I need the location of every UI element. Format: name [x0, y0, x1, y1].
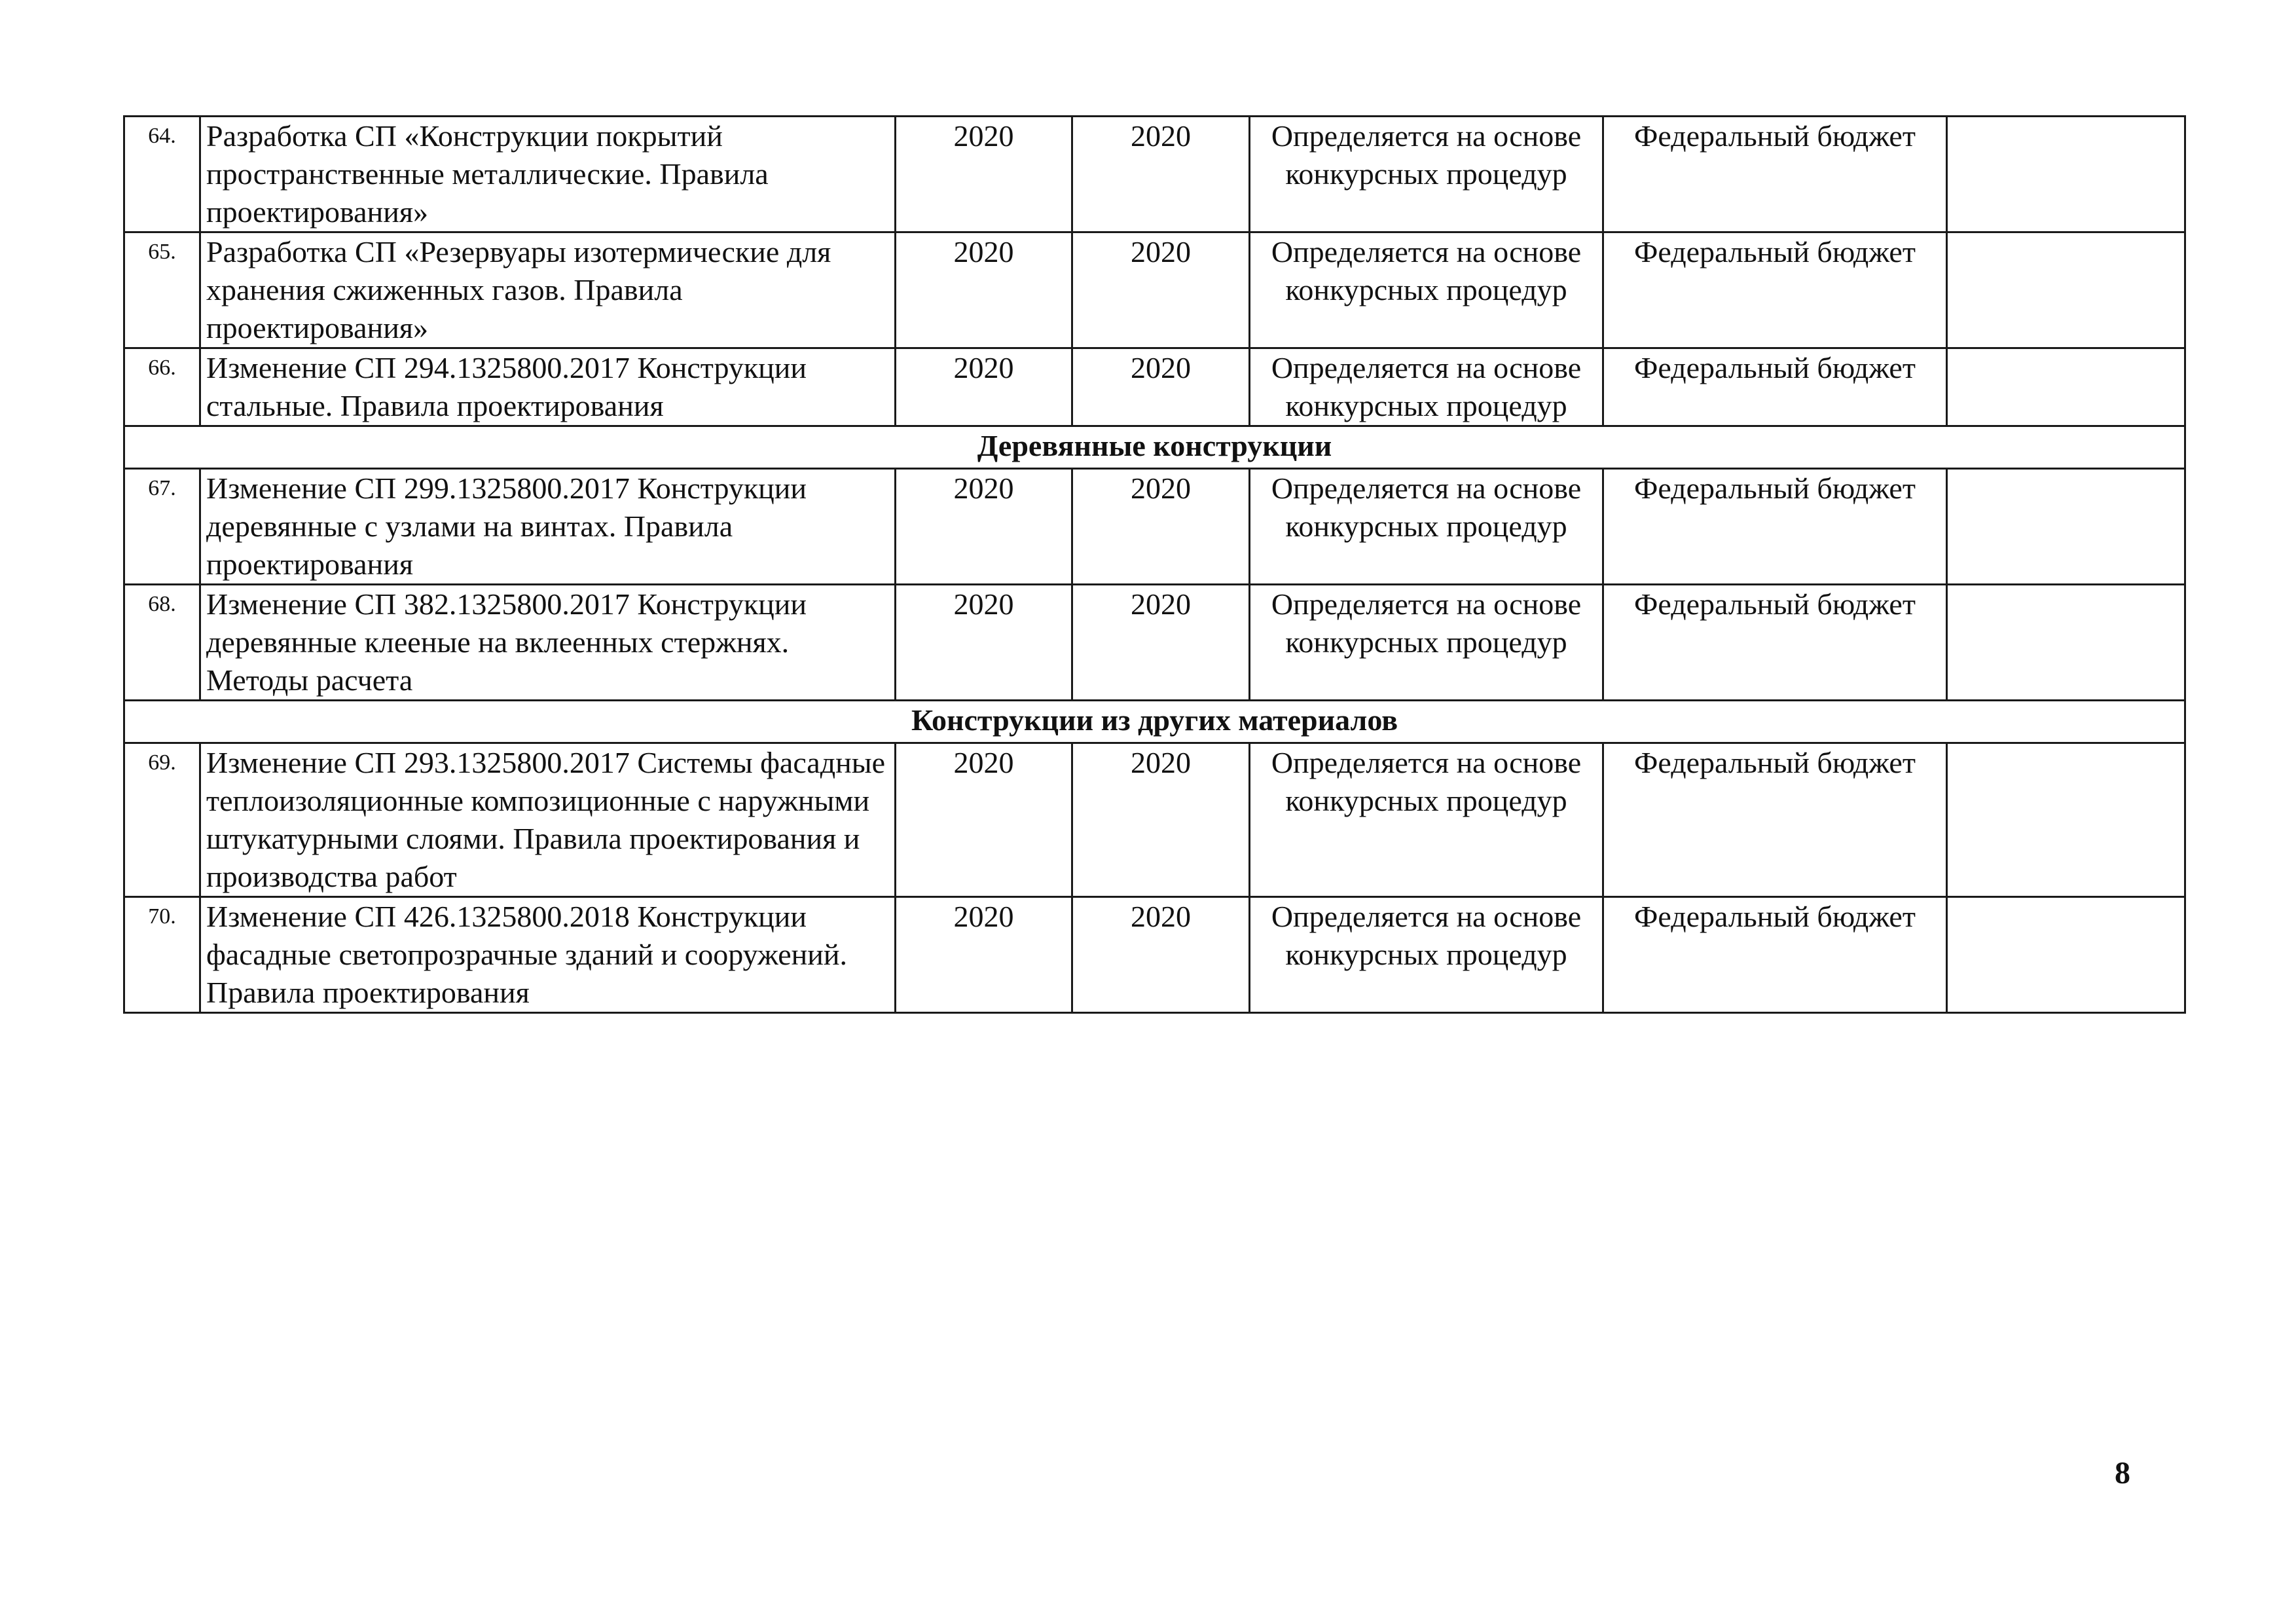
table-row [124, 117, 2185, 232]
table-row [124, 743, 2185, 897]
end-year: 2020 [1072, 469, 1250, 585]
cost-basis: Определяется на основе конкурсных процедур [1250, 743, 1603, 897]
work-name: Изменение СП 294.1325800.2017 Конструкции стальные. Правила проектирования [200, 348, 896, 426]
cost-basis: Определяется на основе конкурсных процедур [1250, 232, 1603, 348]
note-cell [1947, 348, 2185, 426]
table-row [124, 897, 2185, 1013]
note-cell [1947, 232, 2185, 348]
funding-source: Федеральный бюджет [1603, 585, 1947, 701]
section-header-row [124, 701, 2185, 743]
end-year: 2020 [1072, 585, 1250, 701]
table-row [124, 469, 2185, 585]
note-cell [1947, 117, 2185, 232]
cost-basis: Определяется на основе конкурсных процедур [1250, 469, 1603, 585]
row-number: 69. [124, 743, 200, 897]
cost-basis: Определяется на основе конкурсных процедур [1250, 585, 1603, 701]
cost-basis: Определяется на основе конкурсных процедур [1250, 348, 1603, 426]
note-cell [1947, 585, 2185, 701]
page-number: 8 [2115, 1456, 2130, 1490]
section-header-row [124, 426, 2185, 469]
table-row [124, 585, 2185, 701]
row-number: 65. [124, 232, 200, 348]
work-name: Изменение СП 299.1325800.2017 Конструкции деревянные с узлами на винтах. Правила проектирования [200, 469, 896, 585]
end-year: 2020 [1072, 348, 1250, 426]
row-number: 70. [124, 897, 200, 1013]
cost-basis: Определяется на основе конкурсных процедур [1250, 897, 1603, 1013]
note-cell [1947, 469, 2185, 585]
work-name: Изменение СП 426.1325800.2018 Конструкции фасадные светопрозрачные зданий и сооружений. Правила проектирования [200, 897, 896, 1013]
row-number: 68. [124, 585, 200, 701]
table-row [124, 348, 2185, 426]
start-year: 2020 [896, 585, 1072, 701]
cost-basis: Определяется на основе конкурсных процедур [1250, 117, 1603, 232]
work-name: Изменение СП 293.1325800.2017 Системы фасадные теплоизоляционные композиционные с наружными штукатурными слоями. Правила проектирования и производства работ [200, 743, 896, 897]
start-year: 2020 [896, 469, 1072, 585]
table-row [124, 232, 2185, 348]
funding-source: Федеральный бюджет [1603, 232, 1947, 348]
work-name: Разработка СП «Резервуары изотермические для хранения сжиженных газов. Правила проектирования» [200, 232, 896, 348]
end-year: 2020 [1072, 232, 1250, 348]
work-name: Изменение СП 382.1325800.2017 Конструкции деревянные клееные на вклеенных стержнях. Методы расчета [200, 585, 896, 701]
funding-source: Федеральный бюджет [1603, 348, 1947, 426]
work-name: Разработка СП «Конструкции покрытий пространственные металлические. Правила проектирования» [200, 117, 896, 232]
start-year: 2020 [896, 743, 1072, 897]
end-year: 2020 [1072, 743, 1250, 897]
funding-source: Федеральный бюджет [1603, 469, 1947, 585]
row-number: 66. [124, 348, 200, 426]
start-year: 2020 [896, 348, 1072, 426]
note-cell [1947, 743, 2185, 897]
standards-plan-table [123, 115, 2186, 1014]
section-title-wood: Деревянные конструкции [124, 426, 2185, 469]
end-year: 2020 [1072, 117, 1250, 232]
note-cell [1947, 897, 2185, 1013]
row-number: 67. [124, 469, 200, 585]
start-year: 2020 [896, 897, 1072, 1013]
start-year: 2020 [896, 117, 1072, 232]
section-title-other: Конструкции из других материалов [124, 701, 2185, 743]
end-year: 2020 [1072, 897, 1250, 1013]
funding-source: Федеральный бюджет [1603, 897, 1947, 1013]
row-number: 64. [124, 117, 200, 232]
funding-source: Федеральный бюджет [1603, 117, 1947, 232]
funding-source: Федеральный бюджет [1603, 743, 1947, 897]
start-year: 2020 [896, 232, 1072, 348]
